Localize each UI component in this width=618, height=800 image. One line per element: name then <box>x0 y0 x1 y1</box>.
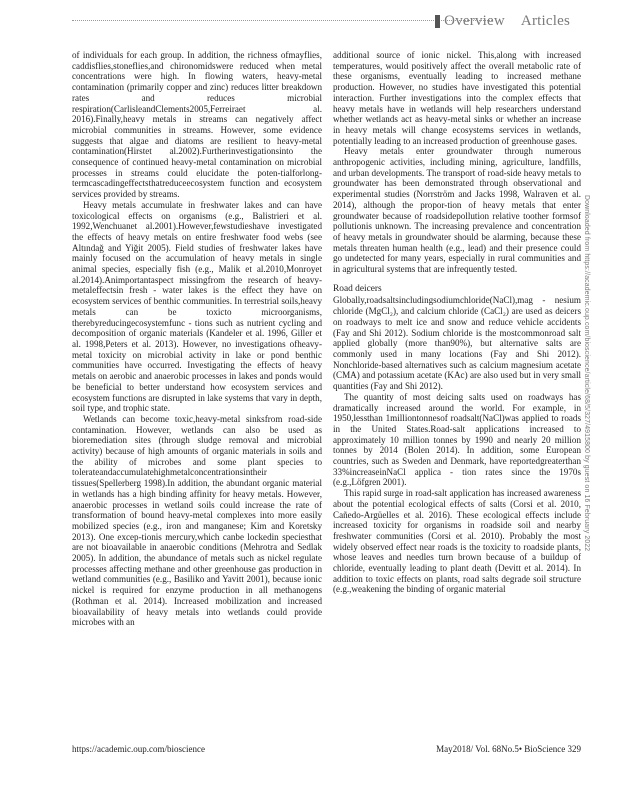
paragraph: Heavy metals accumulate in freshwater lakes and can have toxicological effects on organisms (e.g., Balistrieri et al. 1992,Wenchuanet al.2001).However,fewstudieshave investigated the effects of heavy metals on entire freshwater food webs (see Altındağ and Yiğit 2005). Field studies of freshwater lakes have mainly focused on the accumulation of heavy metals in single animal species, especially fish (e.g., Malik et al.2010,Monroyet al.2014).Animportantaspect missingfrom the research of heavy-metaleffectsin fresh - water lakes is the effect they have on ecosystem services of benthic communities. In terrestrial soils,heavy metals can be toxicto microorganisms, therebyreducingecosystemfunc - tions such as nutrient cycling and decomposition of organic materials (Kandeler et al. 1996, Giller et al. 1998,Peters et al. 2013). However, no investigations ofheavy-metal toxicity on microbial activity in lake or pond benthic communities have occurred. Investigating the effects of heavy metals on aerobic and anaerobic processes in lakes and ponds would be beneficial to better understand how ecosystem services and ecosystem functions are disrupted in lake systems that vary in depth, soil type, and trophic state. <box>72 199 322 414</box>
section-label-overview: Overview <box>435 12 505 30</box>
journal-url-link[interactable]: https://academic.oup.com/bioscience <box>72 744 205 754</box>
paragraph: of individuals for each group. In addition, the richness ofmayflies, caddisflies,stoneflies,and chironomidswere reduced when metal concentrations were high. In flowing waters, heavy-metal contamination (primarily copper and zinc) reduces litter breakdown rates and reduces microbial respiration(CarlisleandClements2005,Ferreiraet al. 2016).Finally,heavy metals in streams can negatively affect microbial communities in streams. However, some evidence suggests that algae and diatoms are resilient to heavy-metal contamination(Hirstet al.2002).Furtherinvestigationsinto the consequence of continued heavy-metal contamination on microbial processes in streams could elucidate the poten-tialforlong-termcascadingeffectsthatreduceecosystem function and ecosystem services provided by streams. <box>72 50 322 200</box>
paragraph: Globally,roadsaltsincludingsodiumchloride(NaCl),mag - nesium chloride (MgCl₂), and calcium chloride (CaCl₂) are used as deicers on roadways to melt ice and snow and reduce vehicle accidents (Fay and Shi 2012). Sodium chloride is the mostcommonroad salt applied globally (more than90%), but alternative salts are commonly used in many locations (Fay and Shi 2012). Nonchloride-based alternatives such as calcium magnesium acetate (CMA) and potassium acetate (KAc) are also used but in very small quantities (Fay and Shi 2012). <box>333 295 581 392</box>
page-footer <box>72 744 581 754</box>
section-bar-icon <box>435 15 440 28</box>
paragraph: This rapid surge in road-salt application has increased awareness about the potential ecological effects of salts (Corsi et al. 2010, Cañedo-Argüelles et al. 2016). These ecological effects include increased toxicity for organisms in roadside soil and nearby freshwater communities (Corsi et al. 2010). Probably the most widely observed effect near roads is the toxicity to roadside plants, whose leaves and needles turn brown because of a buildup of chloride, eventually leading to plant death (Devitt et al. 2014). In addition to toxic effects on plants, road salts degrade soil structure (e.g.,weakening the binding of organic material <box>333 488 581 595</box>
right-column <box>333 50 581 595</box>
paragraph: Heavy metals enter groundwater through numerous anthropogenic activities, including mining, agriculture, landfills, and urban developments. The transport of road-side heavy metals to groundwater has been demonstrated through observational and experimental studies (Norrström and Jacks 1998, Walraven et al. 2014), although the propor-tion of heavy metals that enter groundwater because of roadsidepollution relative toother formsof pollutionis unknown. The increasing prevalence and concentration of heavy metals in groundwater should be alarming, because these metals threaten human health (e.g., lead) and their presence could go undetected for many years, especially in rural communities and in agricultural systems that are infrequently tested. <box>333 146 581 275</box>
paragraph: additional source of ionic nickel. This,along with increased temperatures, would positively affect the overall metabolic rate of these organisms, eventually leading to increased methane production. However, no studies have investigated this potential interaction. Further investigations into the complex effects that heavy metals have in wetlands will help researchers understand whether wetlands act as heavy-metal sinks or whether an increase in heavy metals will change ecosystems services in wetlands, potentially leading to an increased production of greenhouse gases. <box>333 50 581 146</box>
paragraph: The quantity of most deicing salts used on roadways has dramatically increased around the world. For example, in 1950,lessthan 1milliontonnesof roadsalt(NaCl)was applied to roads in the United States.Road-salt applications increased to approximately 10 million tonnes by 1990 and nearly 20 million tonnes by 2014 (Bolen 2014). In addition, some European countries, such as Sweden and Denmark, have reportedgreaterthan 33%increaseinNaCl applica - tion rates since the 1970s (e.g.,Löfgren 2001). <box>333 391 581 488</box>
section-label-articles: Articles <box>520 12 570 29</box>
section-heading-road-deicers: Road deicers <box>333 283 382 294</box>
paragraph: Wetlands can become toxic,heavy-metal sinksfrom road-side contamination. However, wetlands can also be used as bioremediation sites (through sludge removal and microbial activity) because of high amounts of organic materials in soils and the ability of microbes and some plant species to tolerateandaccumulatehighmetalconcentrationsintheir tissues(Spellerberg 1998).In addition, the abundant organic material in wetlands has a high binding affinity for heavy metals. However, anaerobic processes in wetland soils could increase the rate of transformation of bound heavy-metal complexes into more easily mobilized species (e.g., iron and manganese; Kim and Koretsky 2013). One excep-tionis mercury,which canbe lockedin speciesthat are not bioavailable in anaerobic conditions (Mehrotra and Sedlak 2005). In addition, the abundance of metals such as nickel regulate processes affecting methane and other greenhouse gas production in wetland communities (e.g., Basiliko and Yavitt 2001), because ionic nickel is required for enzyme production in all methanogens (Rothman et al. 2014). Increased mobilization and increased bioavailability of heavy metals into wetlands could provide microbes with an <box>72 413 322 628</box>
top-dotted-rule <box>72 20 492 21</box>
download-watermark: Downloaded from https://academic.oup.com/bioscience/article/68/5/327/4915800 by guest on 16 February 2022 <box>583 195 590 552</box>
page-citation: May2018/ Vol. 68No.5• BioScience 329 <box>436 744 581 754</box>
page-header <box>435 12 570 30</box>
left-column <box>72 50 322 628</box>
